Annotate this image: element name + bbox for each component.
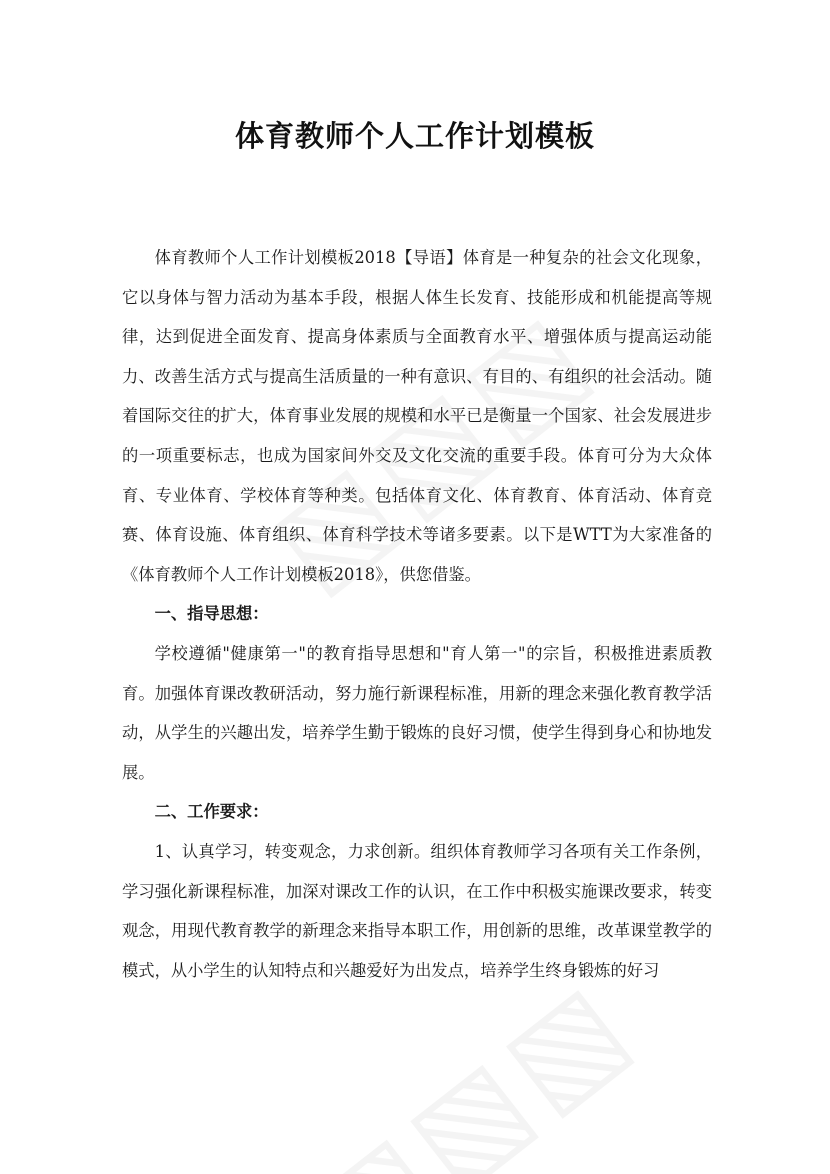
section-heading-work-requirements: 二、工作要求： — [154, 802, 269, 822]
document-title: 体育教师个人工作计划模板 — [234, 119, 595, 153]
document-body — [122, 238, 712, 990]
section-heading-guiding-ideology: 一、指导思想： — [154, 604, 269, 624]
intro-paragraph: 体育教师个人工作计划模板2018【导语】体育是一种复杂的社会文化现象，它以身体与智力活动为基本手段，根据人体生长发育、技能形成和机能提高等规律，达到促进全面发育、提高身体素质与全面教育水平、增强体质与提高运动能力、改善生活方式与提高生活质量的一种有意识、有目的、有组织的社会活动。随着国际交往的扩大，体育事业发展的规模和水平已是衡量一个国家、社会发展进步的一项重要标志，也成为国家间外交及文化交流的重要手段。体育可分为大众体育、专业体育、学校体育等种类。包括体育文化、体育教育、体育活动、体育竞赛、体育设施、体育组织、体育科学技术等诸多要素。以下是WTT为大家准备的《体育教师个人工作计划模板2018》，供您借鉴。 — [122, 248, 712, 584]
guiding-ideology-paragraph: 学校遵循"健康第一"的教育指导思想和"育人第一"的宗旨，积极推进素质教育。加强体育课改教研活动，努力施行新课程标准，用新的理念来强化教育教学活动，从学生的兴趣出发，培养学生勤于锻炼的良好习惯，使学生得到身心和协地发展。 — [122, 643, 712, 782]
work-requirements-paragraph: 1、认真学习，转变观念，力求创新。组织体育教师学习各项有关工作条例，学习强化新课程标准，加深对课改工作的认识，在工作中积极实施课改要求，转变观念，用现代教育教学的新理念来指导本职工作，用创新的思维，改革课堂教学的模式，从小学生的认知特点和兴趣爱好为出发点，培养学生终身锻炼的好习 — [122, 841, 712, 980]
